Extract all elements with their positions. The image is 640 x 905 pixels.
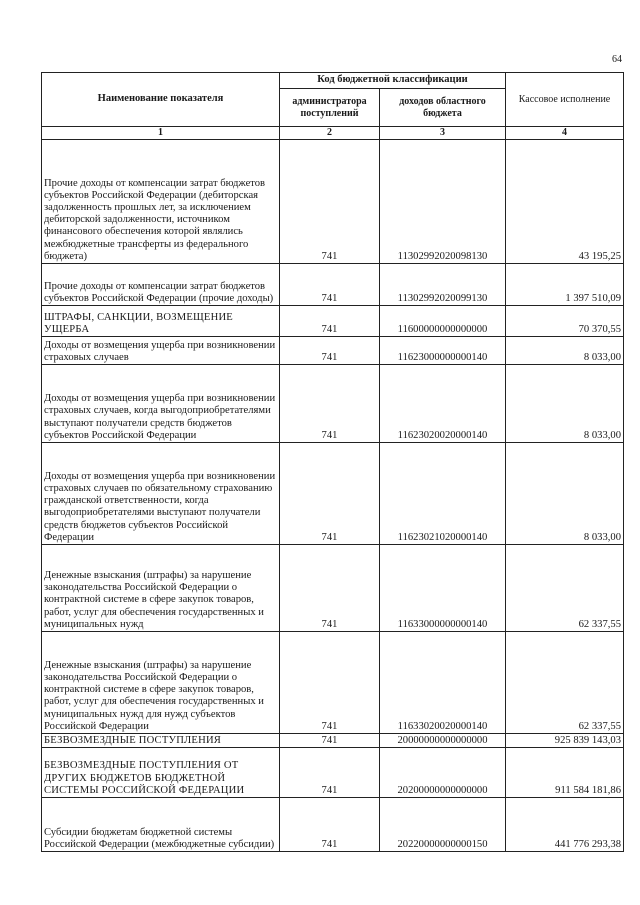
row-amount: 70 370,55 bbox=[506, 306, 624, 337]
table-row bbox=[42, 798, 624, 852]
header-admin: администратора поступлений bbox=[280, 89, 380, 127]
row-code: 11623020020000140 bbox=[380, 365, 506, 443]
row-name: БЕЗВОЗМЕЗДНЫЕ ПОСТУПЛЕНИЯ ОТ ДРУГИХ БЮДЖЕТОВ БЮДЖЕТНОЙ СИСТЕМЫ РОССИЙСКОЙ ФЕДЕРАЦИИ bbox=[42, 748, 280, 798]
table-row bbox=[42, 337, 624, 365]
row-name: Доходы от возмещения ущерба при возникновении страховых случаев bbox=[42, 337, 280, 365]
row-name: Субсидии бюджетам бюджетной системы Российской Федерации (межбюджетные субсидии) bbox=[42, 798, 280, 852]
row-code: 20220000000000150 bbox=[380, 798, 506, 852]
header-cash: Кассовое исполнение bbox=[506, 73, 624, 127]
row-admin: 741 bbox=[280, 545, 380, 632]
row-admin: 741 bbox=[280, 365, 380, 443]
row-admin: 741 bbox=[280, 306, 380, 337]
row-code: 11623000000000140 bbox=[380, 337, 506, 365]
row-name: БЕЗВОЗМЕЗДНЫЕ ПОСТУПЛЕНИЯ bbox=[42, 734, 280, 748]
header-income: доходов областного бюджета bbox=[380, 89, 506, 127]
row-amount: 8 033,00 bbox=[506, 443, 624, 545]
row-amount: 441 776 293,38 bbox=[506, 798, 624, 852]
row-code: 11623021020000140 bbox=[380, 443, 506, 545]
row-code: 11633020020000140 bbox=[380, 632, 506, 734]
row-code: 11302992020098130 bbox=[380, 140, 506, 264]
table-row bbox=[42, 545, 624, 632]
header-code-group: Код бюджетной классификации bbox=[280, 73, 506, 89]
row-code: 11302992020099130 bbox=[380, 264, 506, 306]
table-row bbox=[42, 365, 624, 443]
table-row bbox=[42, 306, 624, 337]
table-row bbox=[42, 748, 624, 798]
row-name: Доходы от возмещения ущерба при возникновении страховых случаев по обязательному страхованию гражданской ответственности, когда выгодоприобретателями выступают получатели средств бюджетов субъектов Российской Федерации bbox=[42, 443, 280, 545]
row-name: Денежные взыскания (штрафы) за нарушение законодательства Российской Федерации о контрактной системе в сфере закупок товаров, работ, услуг для обеспечения государственных и муниципальных нужд bbox=[42, 545, 280, 632]
row-amount: 8 033,00 bbox=[506, 365, 624, 443]
row-admin: 741 bbox=[280, 337, 380, 365]
row-code: 11633000000000140 bbox=[380, 545, 506, 632]
page-number: 64 bbox=[612, 54, 622, 65]
col-num-2: 2 bbox=[280, 127, 380, 140]
table-row bbox=[42, 264, 624, 306]
row-code: 11600000000000000 bbox=[380, 306, 506, 337]
row-amount: 1 397 510,09 bbox=[506, 264, 624, 306]
col-num-1: 1 bbox=[42, 127, 280, 140]
row-code: 20200000000000000 bbox=[380, 748, 506, 798]
row-amount: 43 195,25 bbox=[506, 140, 624, 264]
row-name: Прочие доходы от компенсации затрат бюджетов субъектов Российской Федерации (дебиторская задолженность прошлых лет, за исключением дебиторской задолженности, источником финансового обеспечения которой являлись межбюджетные трансферты из федерального бюджета) bbox=[42, 140, 280, 264]
table-row bbox=[42, 734, 624, 748]
row-amount: 62 337,55 bbox=[506, 632, 624, 734]
row-admin: 741 bbox=[280, 140, 380, 264]
row-name: ШТРАФЫ, САНКЦИИ, ВОЗМЕЩЕНИЕ УЩЕРБА bbox=[42, 306, 280, 337]
row-amount: 8 033,00 bbox=[506, 337, 624, 365]
col-num-4: 4 bbox=[506, 127, 624, 140]
header-name: Наименование показателя bbox=[42, 73, 280, 127]
row-name: Прочие доходы от компенсации затрат бюджетов субъектов Российской Федерации (прочие доходы) bbox=[42, 264, 280, 306]
table-row bbox=[42, 140, 624, 264]
row-admin: 741 bbox=[280, 734, 380, 748]
row-name: Доходы от возмещения ущерба при возникновении страховых случаев, когда выгодоприобретателями выступают получатели средств бюджетов субъектов Российской Федерации bbox=[42, 365, 280, 443]
row-amount: 62 337,55 bbox=[506, 545, 624, 632]
row-admin: 741 bbox=[280, 443, 380, 545]
budget-table bbox=[41, 72, 624, 852]
row-admin: 741 bbox=[280, 748, 380, 798]
row-amount: 925 839 143,03 bbox=[506, 734, 624, 748]
row-admin: 741 bbox=[280, 264, 380, 306]
row-admin: 741 bbox=[280, 632, 380, 734]
row-admin: 741 bbox=[280, 798, 380, 852]
row-amount: 911 584 181,86 bbox=[506, 748, 624, 798]
table-row bbox=[42, 443, 624, 545]
table-row bbox=[42, 632, 624, 734]
col-num-3: 3 bbox=[380, 127, 506, 140]
row-code: 20000000000000000 bbox=[380, 734, 506, 748]
row-name: Денежные взыскания (штрафы) за нарушение законодательства Российской Федерации о контрактной системе в сфере закупок товаров, работ, услуг для обеспечения государственных и муниципальных нужд для нужд субъектов Российской Федерации bbox=[42, 632, 280, 734]
